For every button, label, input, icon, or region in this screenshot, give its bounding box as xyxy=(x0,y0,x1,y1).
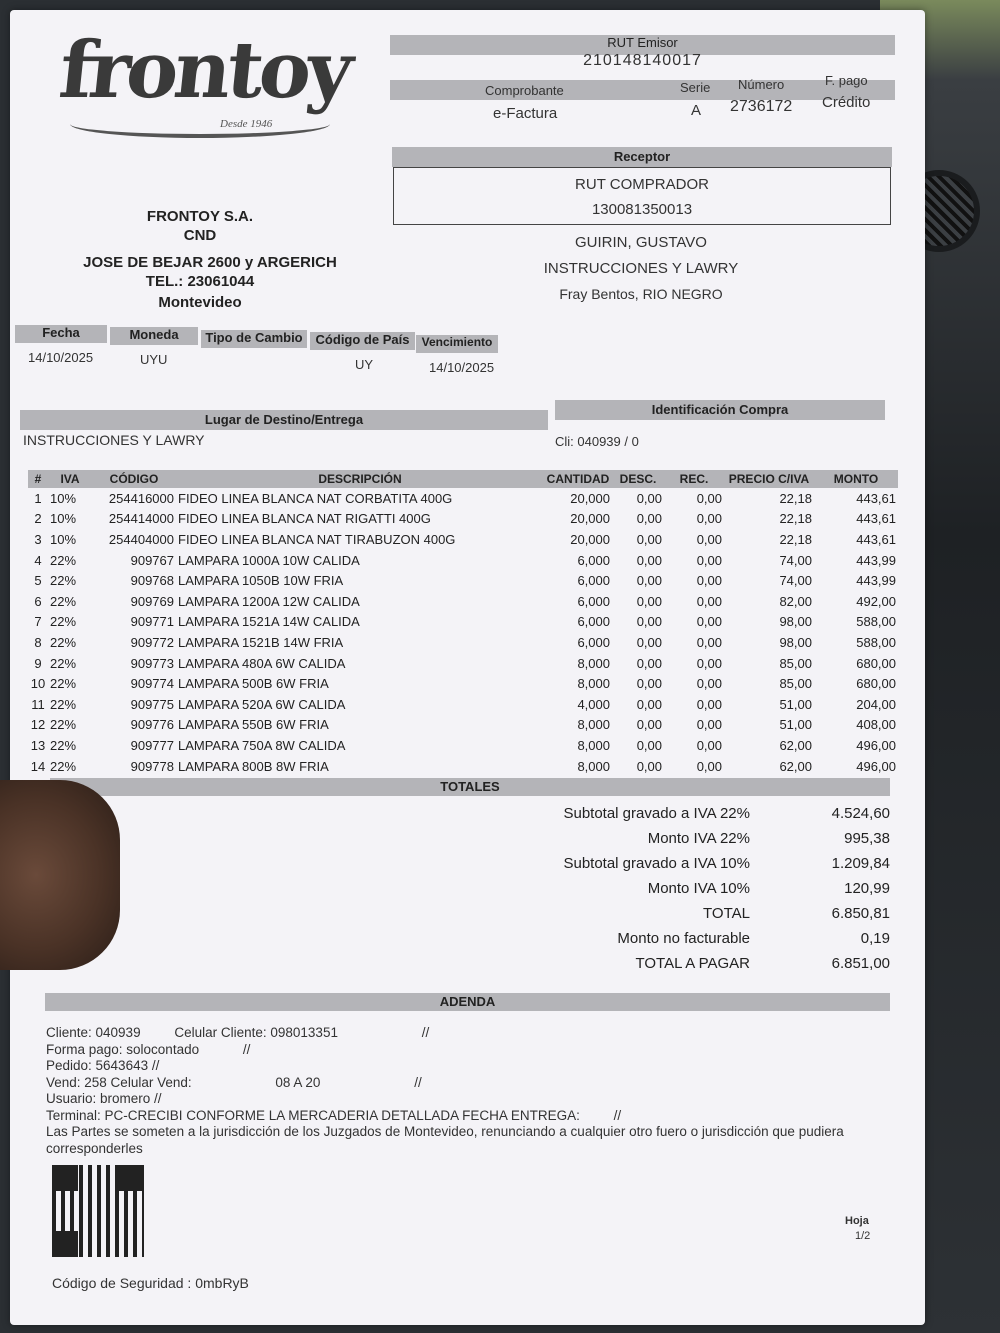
item-num: 4 xyxy=(34,552,42,568)
moneda-value: UYU xyxy=(140,352,168,367)
item-iva: 10% xyxy=(50,511,77,527)
identificacion-bar xyxy=(555,400,885,420)
item-monto: 443,99 xyxy=(856,552,896,568)
item-monto: 680,00 xyxy=(856,676,896,692)
item-rec: 0,00 xyxy=(696,717,722,733)
item-cantidad: 4,000 xyxy=(577,696,610,712)
item-num: 5 xyxy=(34,573,42,589)
emisor-tel: TEL.: 23061044 xyxy=(145,273,255,290)
item-cantidad: 6,000 xyxy=(577,552,610,568)
item-iva: 22% xyxy=(50,573,77,589)
item-iva: 22% xyxy=(50,717,77,733)
item-descripcion: LAMPARA 800B 8W FRIA xyxy=(178,758,329,774)
table-row xyxy=(28,735,898,756)
item-rec: 0,00 xyxy=(696,552,722,568)
item-descripcion: LAMPARA 550B 6W FRIA xyxy=(178,717,329,733)
emisor-line2: CND xyxy=(183,227,217,244)
item-desc: 0,00 xyxy=(636,511,662,527)
item-cantidad: 6,000 xyxy=(577,573,610,589)
adenda-line-formapago xyxy=(46,1042,896,1059)
item-monto: 204,00 xyxy=(856,696,896,712)
item-rec: 0,00 xyxy=(696,737,722,753)
item-precio: 82,00 xyxy=(779,593,812,609)
item-monto: 443,99 xyxy=(856,573,896,589)
adenda-sep-3: // xyxy=(414,1074,422,1090)
adenda-line-vend xyxy=(46,1075,896,1092)
col-rec: REC. xyxy=(664,470,724,488)
item-desc: 0,00 xyxy=(636,593,662,609)
item-cantidad: 6,000 xyxy=(577,614,610,630)
item-iva: 10% xyxy=(50,531,77,547)
fecha-label: Fecha xyxy=(15,325,107,343)
item-desc: 0,00 xyxy=(636,737,662,753)
item-precio: 85,00 xyxy=(779,655,812,671)
item-precio: 85,00 xyxy=(779,676,812,692)
hoja-value: 1/2 xyxy=(855,1230,871,1242)
item-precio: 74,00 xyxy=(779,573,812,589)
item-monto: 588,00 xyxy=(856,614,896,630)
item-num: 8 xyxy=(34,634,42,650)
item-codigo: 254414000 xyxy=(108,511,174,527)
fpago-value: Crédito xyxy=(822,94,871,111)
table-row xyxy=(28,653,898,674)
col-num: # xyxy=(28,470,48,488)
item-iva: 22% xyxy=(50,634,77,650)
item-rec: 0,00 xyxy=(696,634,722,650)
item-monto: 443,61 xyxy=(856,511,896,527)
frontoy-logo: frontoy xyxy=(55,25,354,116)
item-cantidad: 8,000 xyxy=(577,655,610,671)
item-descripcion: LAMPARA 480A 6W CALIDA xyxy=(178,655,346,671)
adenda-terminal: Terminal: PC-CRECIBI CONFORME LA MERCADERIA DETALLADA FECHA ENTREGA: xyxy=(46,1107,580,1123)
receptor-address: INSTRUCCIONES Y LAWRY xyxy=(543,260,739,277)
table-row xyxy=(28,756,898,777)
item-desc: 0,00 xyxy=(636,552,662,568)
item-desc: 0,00 xyxy=(636,696,662,712)
invoice-paper xyxy=(10,10,925,1325)
receptor-bar xyxy=(392,147,892,167)
adenda-sep-2: // xyxy=(242,1041,251,1057)
table-row xyxy=(28,591,898,612)
item-rec: 0,00 xyxy=(696,758,722,774)
totales-value: 120,99 xyxy=(844,880,890,897)
items-body xyxy=(28,488,898,776)
receptor-city: Fray Bentos, RIO NEGRO xyxy=(559,286,723,302)
col-cantidad: CANTIDAD xyxy=(544,470,612,488)
col-descripcion: DESCRIPCIÓN xyxy=(176,470,544,488)
item-precio: 98,00 xyxy=(779,614,812,630)
codigo-seguridad: Código de Seguridad : 0mbRyB xyxy=(52,1275,249,1291)
item-descripcion: FIDEO LINEA BLANCA NAT RIGATTI 400G xyxy=(178,511,431,527)
item-num: 1 xyxy=(34,490,42,506)
rut-comprador-value: 130081350013 xyxy=(591,201,693,218)
adenda-cliente: Cliente: 040939 xyxy=(46,1025,141,1040)
adenda-horario: 08 A 20 xyxy=(275,1074,321,1090)
table-row xyxy=(28,632,898,653)
col-precio: PRECIO C/IVA xyxy=(724,470,814,488)
rut-emisor-value: 210148140017 xyxy=(583,52,702,69)
totales-bar xyxy=(50,778,890,796)
item-precio: 62,00 xyxy=(779,758,812,774)
adenda-sep-4: // xyxy=(613,1107,622,1123)
item-iva: 22% xyxy=(50,614,77,630)
qr-code xyxy=(52,1165,144,1257)
item-rec: 0,00 xyxy=(696,655,722,671)
numero-label: Número xyxy=(738,77,785,92)
item-num: 9 xyxy=(34,655,42,671)
table-row xyxy=(28,529,898,550)
item-cantidad: 20,000 xyxy=(570,511,610,527)
item-cantidad: 8,000 xyxy=(577,758,610,774)
table-row xyxy=(28,694,898,715)
vencimiento-value: 14/10/2025 xyxy=(429,360,495,375)
item-codigo: 909776 xyxy=(130,717,174,733)
item-descripcion: LAMPARA 1521A 14W CALIDA xyxy=(178,614,360,630)
totales-label: TOTAL xyxy=(703,905,750,922)
serie-label: Serie xyxy=(680,80,711,95)
item-codigo: 909777 xyxy=(130,737,174,753)
item-precio: 98,00 xyxy=(779,634,812,650)
item-codigo: 909771 xyxy=(130,614,174,630)
numero-value: 2736172 xyxy=(730,98,793,115)
item-num: 6 xyxy=(34,593,42,609)
hoja-label: Hoja xyxy=(845,1215,869,1227)
item-precio: 74,00 xyxy=(779,552,812,568)
item-monto: 588,00 xyxy=(856,634,896,650)
item-iva: 22% xyxy=(50,552,77,568)
item-descripcion: LAMPARA 1521B 14W FRIA xyxy=(178,634,344,650)
item-codigo: 909773 xyxy=(130,655,174,671)
item-iva: 22% xyxy=(50,758,77,774)
item-precio: 51,00 xyxy=(779,696,812,712)
item-iva: 22% xyxy=(50,737,77,753)
items-table xyxy=(28,470,898,776)
totales-label: TOTAL A PAGAR xyxy=(635,955,750,972)
adenda-line-terminal xyxy=(46,1108,896,1125)
item-desc: 0,00 xyxy=(636,531,662,547)
item-monto: 443,61 xyxy=(856,490,896,506)
totales-value: 0,19 xyxy=(860,930,890,947)
receptor-name: GUIRIN, GUSTAVO xyxy=(575,234,707,251)
item-codigo: 254416000 xyxy=(108,490,174,506)
receptor-box xyxy=(393,167,891,225)
comprobante-value: e-Factura xyxy=(493,105,558,122)
item-cantidad: 6,000 xyxy=(577,634,610,650)
adenda-line-cliente xyxy=(46,1025,896,1042)
adenda-legal: Las Partes se someten a la jurisdicción de los Juzgados de Montevideo, renunciando a cualquier otro fuero o jurisdicción que pudiera corresponderles xyxy=(46,1124,844,1156)
item-cantidad: 8,000 xyxy=(577,717,610,733)
destino-value: INSTRUCCIONES Y LAWRY xyxy=(23,432,205,448)
item-desc: 0,00 xyxy=(636,634,662,650)
table-row xyxy=(28,715,898,736)
item-descripcion: LAMPARA 1050B 10W FRIA xyxy=(178,573,344,589)
identificacion-label: Identificación Compra xyxy=(651,402,789,417)
emisor-name: FRONTOY S.A. xyxy=(146,208,254,225)
totales-value: 6.851,00 xyxy=(831,955,890,972)
table-row xyxy=(28,570,898,591)
item-codigo: 909767 xyxy=(130,552,174,568)
item-precio: 62,00 xyxy=(779,737,812,753)
adenda-celular: Celular Cliente: 098013351 xyxy=(174,1025,338,1040)
adenda-sep-1: // xyxy=(421,1025,430,1040)
item-rec: 0,00 xyxy=(696,676,722,692)
item-monto: 443,61 xyxy=(856,531,896,547)
vencimiento-label: Vencimiento xyxy=(416,335,498,353)
item-cantidad: 8,000 xyxy=(577,676,610,692)
item-descripcion: LAMPARA 500B 6W FRIA xyxy=(178,676,329,692)
item-precio: 22,18 xyxy=(779,511,812,527)
adenda-forma-pago: Forma pago: solocontado xyxy=(46,1041,200,1057)
totales-value: 6.850,81 xyxy=(831,905,890,922)
item-num: 14 xyxy=(30,758,46,774)
item-codigo: 909769 xyxy=(130,593,174,609)
item-monto: 408,00 xyxy=(856,717,896,733)
item-rec: 0,00 xyxy=(696,573,722,589)
item-iva: 22% xyxy=(50,655,77,671)
hand-thumb xyxy=(0,780,120,970)
col-iva: IVA xyxy=(48,470,92,488)
adenda-usuario: Usuario: bromero // xyxy=(46,1091,162,1106)
pais-label: Código de País xyxy=(310,332,415,350)
item-iva: 10% xyxy=(50,490,77,506)
pais-value: UY xyxy=(355,357,374,372)
rut-emisor-label: RUT Emisor xyxy=(607,35,678,50)
item-rec: 0,00 xyxy=(696,696,722,712)
table-row xyxy=(28,550,898,571)
item-monto: 492,00 xyxy=(856,593,896,609)
item-codigo: 909772 xyxy=(130,634,174,650)
adenda-title: ADENDA xyxy=(439,994,496,1009)
item-desc: 0,00 xyxy=(636,490,662,506)
serie-value: A xyxy=(691,102,702,119)
totales-value: 995,38 xyxy=(844,830,890,847)
item-codigo: 909774 xyxy=(130,676,174,692)
item-rec: 0,00 xyxy=(696,614,722,630)
item-descripcion: LAMPARA 1000A 10W CALIDA xyxy=(178,552,360,568)
item-codigo: 909778 xyxy=(130,758,174,774)
items-header-row xyxy=(28,470,898,488)
item-desc: 0,00 xyxy=(636,676,662,692)
item-monto: 496,00 xyxy=(856,737,896,753)
item-codigo: 909775 xyxy=(130,696,174,712)
totales-label: Monto no facturable xyxy=(617,930,750,947)
item-num: 12 xyxy=(30,717,46,733)
item-num: 3 xyxy=(34,531,42,547)
col-desc: DESC. xyxy=(612,470,664,488)
item-precio: 51,00 xyxy=(779,717,812,733)
adenda-pedido: Pedido: 5643643 // xyxy=(46,1058,160,1073)
table-row xyxy=(28,509,898,530)
item-descripcion: LAMPARA 750A 8W CALIDA xyxy=(178,737,346,753)
item-desc: 0,00 xyxy=(636,758,662,774)
item-cantidad: 6,000 xyxy=(577,593,610,609)
table-row xyxy=(28,488,898,509)
item-num: 11 xyxy=(31,696,45,712)
item-rec: 0,00 xyxy=(696,531,722,547)
logo-swoosh xyxy=(70,110,330,138)
logo-tagline: Desde 1946 xyxy=(220,118,273,130)
totales-label: Monto IVA 22% xyxy=(647,830,750,847)
totales-label: Monto IVA 10% xyxy=(647,880,750,897)
totales-label: Subtotal gravado a IVA 22% xyxy=(563,805,750,822)
identificacion-value: Cli: 040939 / 0 xyxy=(555,434,639,449)
col-codigo: CÓDIGO xyxy=(92,470,176,488)
item-num: 7 xyxy=(34,614,42,630)
item-rec: 0,00 xyxy=(696,511,722,527)
item-desc: 0,00 xyxy=(636,717,662,733)
item-precio: 22,18 xyxy=(779,490,812,506)
item-iva: 22% xyxy=(50,696,77,712)
destino-bar xyxy=(20,410,548,430)
table-row xyxy=(28,612,898,633)
item-iva: 22% xyxy=(50,593,77,609)
rut-comprador-label: RUT COMPRADOR xyxy=(575,176,709,193)
item-desc: 0,00 xyxy=(636,614,662,630)
item-num: 13 xyxy=(30,737,46,753)
item-cantidad: 20,000 xyxy=(570,531,610,547)
comprobante-label: Comprobante xyxy=(485,83,564,98)
fpago-label: F. pago xyxy=(825,73,868,88)
item-descripcion: FIDEO LINEA BLANCA NAT CORBATITA 400G xyxy=(178,490,453,506)
item-monto: 680,00 xyxy=(856,655,896,671)
moneda-label: Moneda xyxy=(110,327,198,345)
item-num: 10 xyxy=(30,676,46,692)
item-cantidad: 20,000 xyxy=(570,490,610,506)
item-rec: 0,00 xyxy=(696,593,722,609)
item-precio: 22,18 xyxy=(779,531,812,547)
table-row xyxy=(28,673,898,694)
adenda-text xyxy=(46,1025,896,1157)
destino-label: Lugar de Destino/Entrega xyxy=(204,412,364,427)
item-descripcion: LAMPARA 520A 6W CALIDA xyxy=(178,696,346,712)
adenda-vend: Vend: 258 Celular Vend: xyxy=(46,1074,192,1090)
totales-value: 1.209,84 xyxy=(831,855,890,872)
totales-value: 4.524,60 xyxy=(831,805,890,822)
item-codigo: 254404000 xyxy=(108,531,174,547)
item-iva: 22% xyxy=(50,676,77,692)
totales-label: Subtotal gravado a IVA 10% xyxy=(563,855,750,872)
receptor-title: Receptor xyxy=(613,149,671,164)
item-desc: 0,00 xyxy=(636,655,662,671)
item-codigo: 909768 xyxy=(130,573,174,589)
item-monto: 496,00 xyxy=(856,758,896,774)
adenda-bar xyxy=(45,993,890,1011)
col-monto: MONTO xyxy=(814,470,898,488)
item-num: 2 xyxy=(34,511,42,527)
totales-title: TOTALES xyxy=(440,779,500,794)
emisor-address: JOSE DE BEJAR 2600 y ARGERICH xyxy=(83,254,337,271)
item-cantidad: 8,000 xyxy=(577,737,610,753)
item-descripcion: FIDEO LINEA BLANCA NAT TIRABUZON 400G xyxy=(178,531,456,547)
item-desc: 0,00 xyxy=(636,573,662,589)
fecha-value: 14/10/2025 xyxy=(28,350,94,365)
tipo-cambio-label: Tipo de Cambio xyxy=(201,330,307,348)
emisor-city: Montevideo xyxy=(158,294,242,311)
item-rec: 0,00 xyxy=(696,490,722,506)
comprobante-bar xyxy=(390,80,895,100)
item-descripcion: LAMPARA 1200A 12W CALIDA xyxy=(178,593,360,609)
